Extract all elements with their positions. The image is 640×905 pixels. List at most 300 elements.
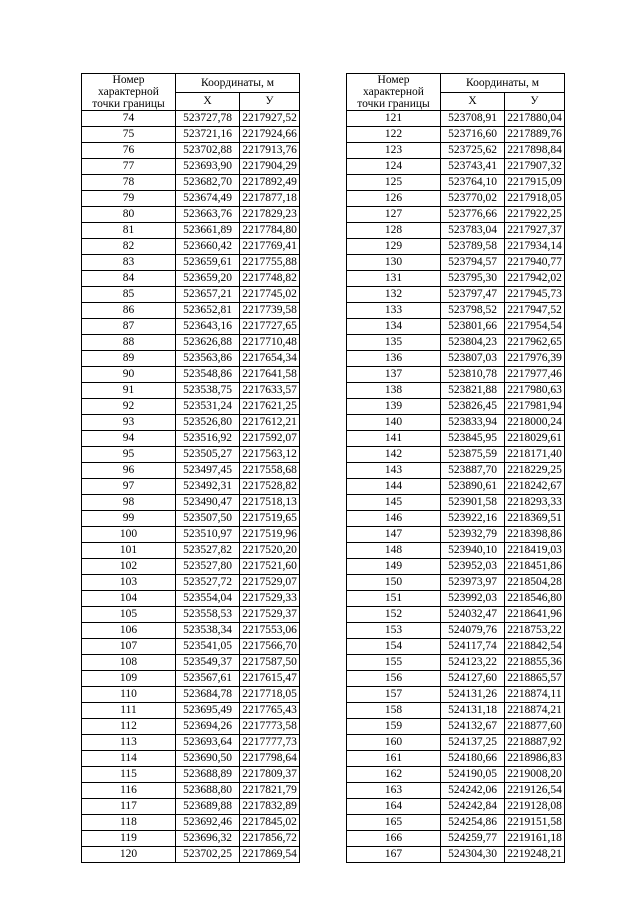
header-point-number-line2: характерной xyxy=(363,86,424,98)
y-coordinate-cell: 2218029,61 xyxy=(505,431,565,447)
x-coordinate-cell: 523490,47 xyxy=(176,495,240,511)
table-row xyxy=(347,143,565,159)
x-coordinate-cell: 523727,78 xyxy=(176,111,240,127)
point-number-cell: 137 xyxy=(347,367,441,383)
point-number-cell: 107 xyxy=(82,639,176,655)
point-number-cell: 80 xyxy=(82,207,176,223)
x-coordinate-cell: 524254,86 xyxy=(441,815,505,831)
point-number-cell: 91 xyxy=(82,383,176,399)
table-row xyxy=(82,399,300,415)
y-coordinate-cell: 2217773,58 xyxy=(240,719,300,735)
x-coordinate-cell: 523764,10 xyxy=(441,175,505,191)
y-coordinate-cell: 2217765,43 xyxy=(240,703,300,719)
y-coordinate-cell: 2217927,52 xyxy=(240,111,300,127)
y-coordinate-cell: 2219161,18 xyxy=(505,831,565,847)
x-coordinate-cell: 523695,49 xyxy=(176,703,240,719)
table-row xyxy=(82,239,300,255)
y-coordinate-cell: 2217529,37 xyxy=(240,607,300,623)
table-row xyxy=(82,575,300,591)
point-number-cell: 167 xyxy=(347,847,441,863)
y-coordinate-cell: 2218171,40 xyxy=(505,447,565,463)
y-coordinate-cell: 2217821,79 xyxy=(240,783,300,799)
x-coordinate-cell: 523663,76 xyxy=(176,207,240,223)
y-coordinate-cell: 2217962,65 xyxy=(505,335,565,351)
x-coordinate-cell: 524259,77 xyxy=(441,831,505,847)
y-coordinate-cell: 2217755,88 xyxy=(240,255,300,271)
table-row xyxy=(82,367,300,383)
y-coordinate-cell: 2217981,94 xyxy=(505,399,565,415)
y-coordinate-cell: 2218451,86 xyxy=(505,559,565,575)
table-row xyxy=(82,415,300,431)
table-row xyxy=(82,799,300,815)
table-body-left xyxy=(82,111,300,863)
point-number-cell: 110 xyxy=(82,687,176,703)
x-coordinate-cell: 523538,34 xyxy=(176,623,240,639)
y-coordinate-cell: 2217745,02 xyxy=(240,287,300,303)
point-number-cell: 102 xyxy=(82,559,176,575)
x-coordinate-cell: 523826,45 xyxy=(441,399,505,415)
y-coordinate-cell: 2217798,64 xyxy=(240,751,300,767)
y-coordinate-cell: 2217980,63 xyxy=(505,383,565,399)
x-coordinate-cell: 523659,20 xyxy=(176,271,240,287)
y-coordinate-cell: 2217748,82 xyxy=(240,271,300,287)
x-coordinate-cell: 523940,10 xyxy=(441,543,505,559)
table-row xyxy=(347,783,565,799)
x-coordinate-cell: 524079,76 xyxy=(441,623,505,639)
table-row xyxy=(347,543,565,559)
table-row xyxy=(347,607,565,623)
x-coordinate-cell: 523497,45 xyxy=(176,463,240,479)
x-coordinate-cell: 523992,03 xyxy=(441,591,505,607)
table-row xyxy=(82,271,300,287)
point-number-cell: 106 xyxy=(82,623,176,639)
point-number-cell: 129 xyxy=(347,239,441,255)
y-coordinate-cell: 2217566,70 xyxy=(240,639,300,655)
point-number-cell: 124 xyxy=(347,159,441,175)
x-coordinate-cell: 524132,67 xyxy=(441,719,505,735)
header-point-number xyxy=(82,74,176,111)
point-number-cell: 88 xyxy=(82,335,176,351)
y-coordinate-cell: 2217654,34 xyxy=(240,351,300,367)
table-row xyxy=(82,143,300,159)
point-number-cell: 163 xyxy=(347,783,441,799)
table-row xyxy=(347,431,565,447)
y-coordinate-cell: 2217829,23 xyxy=(240,207,300,223)
header-point-number-line3: точки границы xyxy=(92,98,165,110)
y-coordinate-cell: 2218842,54 xyxy=(505,639,565,655)
table-row xyxy=(82,383,300,399)
point-number-cell: 159 xyxy=(347,719,441,735)
y-coordinate-cell: 2217892,49 xyxy=(240,175,300,191)
x-coordinate-cell: 523932,79 xyxy=(441,527,505,543)
x-coordinate-cell: 523702,88 xyxy=(176,143,240,159)
point-number-cell: 123 xyxy=(347,143,441,159)
y-coordinate-cell: 2217769,41 xyxy=(240,239,300,255)
x-coordinate-cell: 523702,25 xyxy=(176,847,240,863)
x-coordinate-cell: 523833,94 xyxy=(441,415,505,431)
table-row xyxy=(82,831,300,847)
y-coordinate-cell: 2217520,20 xyxy=(240,543,300,559)
point-number-cell: 79 xyxy=(82,191,176,207)
x-coordinate-cell: 523783,04 xyxy=(441,223,505,239)
header-y: У xyxy=(240,92,300,111)
y-coordinate-cell: 2217518,13 xyxy=(240,495,300,511)
y-coordinate-cell: 2218242,67 xyxy=(505,479,565,495)
table-row xyxy=(347,383,565,399)
table-row xyxy=(82,111,300,127)
x-coordinate-cell: 523563,86 xyxy=(176,351,240,367)
point-number-cell: 77 xyxy=(82,159,176,175)
table-row xyxy=(82,767,300,783)
x-coordinate-cell: 523688,89 xyxy=(176,767,240,783)
point-number-cell: 82 xyxy=(82,239,176,255)
x-coordinate-cell: 523527,82 xyxy=(176,543,240,559)
x-coordinate-cell: 523743,41 xyxy=(441,159,505,175)
table-row xyxy=(82,223,300,239)
point-number-cell: 150 xyxy=(347,575,441,591)
point-number-cell: 141 xyxy=(347,431,441,447)
y-coordinate-cell: 2217592,07 xyxy=(240,431,300,447)
table-row xyxy=(347,751,565,767)
point-number-cell: 158 xyxy=(347,703,441,719)
table-row xyxy=(347,335,565,351)
table-row xyxy=(82,671,300,687)
y-coordinate-cell: 2217954,54 xyxy=(505,319,565,335)
table-row xyxy=(347,463,565,479)
point-number-cell: 75 xyxy=(82,127,176,143)
y-coordinate-cell: 2218877,60 xyxy=(505,719,565,735)
table-row xyxy=(82,207,300,223)
y-coordinate-cell: 2218000,24 xyxy=(505,415,565,431)
y-coordinate-cell: 2217856,72 xyxy=(240,831,300,847)
header-coordinates: Координаты, м xyxy=(441,74,565,93)
point-number-cell: 81 xyxy=(82,223,176,239)
table-row xyxy=(347,767,565,783)
point-number-cell: 153 xyxy=(347,623,441,639)
header-point-number-line3: точки границы xyxy=(357,98,430,110)
y-coordinate-cell: 2217922,25 xyxy=(505,207,565,223)
x-coordinate-cell: 523554,04 xyxy=(176,591,240,607)
x-coordinate-cell: 523684,78 xyxy=(176,687,240,703)
table-row xyxy=(347,623,565,639)
point-number-cell: 136 xyxy=(347,351,441,367)
x-coordinate-cell: 523721,16 xyxy=(176,127,240,143)
point-number-cell: 147 xyxy=(347,527,441,543)
point-number-cell: 93 xyxy=(82,415,176,431)
point-number-cell: 105 xyxy=(82,607,176,623)
x-coordinate-cell: 523770,02 xyxy=(441,191,505,207)
table-row xyxy=(82,159,300,175)
x-coordinate-cell: 523807,03 xyxy=(441,351,505,367)
header-point-number-line2: характерной xyxy=(98,86,159,98)
point-number-cell: 146 xyxy=(347,511,441,527)
x-coordinate-cell: 524117,74 xyxy=(441,639,505,655)
x-coordinate-cell: 523694,26 xyxy=(176,719,240,735)
point-number-cell: 156 xyxy=(347,671,441,687)
table-row xyxy=(82,303,300,319)
point-number-cell: 89 xyxy=(82,351,176,367)
x-coordinate-cell: 523776,66 xyxy=(441,207,505,223)
table-row xyxy=(347,271,565,287)
point-number-cell: 97 xyxy=(82,479,176,495)
table-row xyxy=(82,543,300,559)
table-row xyxy=(82,559,300,575)
x-coordinate-cell: 523660,42 xyxy=(176,239,240,255)
table-row xyxy=(347,447,565,463)
table-row xyxy=(82,607,300,623)
y-coordinate-cell: 2217612,21 xyxy=(240,415,300,431)
table-row xyxy=(82,511,300,527)
point-number-cell: 166 xyxy=(347,831,441,847)
table-row xyxy=(347,287,565,303)
table-row xyxy=(347,303,565,319)
header-y: У xyxy=(505,92,565,111)
table-row xyxy=(82,655,300,671)
y-coordinate-cell: 2217558,68 xyxy=(240,463,300,479)
table-row xyxy=(347,399,565,415)
x-coordinate-cell: 523725,62 xyxy=(441,143,505,159)
table-row xyxy=(347,847,565,863)
x-coordinate-cell: 523688,80 xyxy=(176,783,240,799)
y-coordinate-cell: 2217940,77 xyxy=(505,255,565,271)
y-coordinate-cell: 2219128,08 xyxy=(505,799,565,815)
point-number-cell: 151 xyxy=(347,591,441,607)
x-coordinate-cell: 523801,66 xyxy=(441,319,505,335)
header-coordinates: Координаты, м xyxy=(176,74,300,93)
table-row xyxy=(82,319,300,335)
x-coordinate-cell: 523541,05 xyxy=(176,639,240,655)
x-coordinate-cell: 524123,22 xyxy=(441,655,505,671)
y-coordinate-cell: 2218229,25 xyxy=(505,463,565,479)
x-coordinate-cell: 523708,91 xyxy=(441,111,505,127)
point-number-cell: 165 xyxy=(347,815,441,831)
x-coordinate-cell: 524127,60 xyxy=(441,671,505,687)
point-number-cell: 74 xyxy=(82,111,176,127)
x-coordinate-cell: 523810,78 xyxy=(441,367,505,383)
y-coordinate-cell: 2217977,46 xyxy=(505,367,565,383)
table-row xyxy=(347,111,565,127)
x-coordinate-cell: 523795,30 xyxy=(441,271,505,287)
x-coordinate-cell: 523794,57 xyxy=(441,255,505,271)
point-number-cell: 121 xyxy=(347,111,441,127)
point-number-cell: 87 xyxy=(82,319,176,335)
y-coordinate-cell: 2217945,73 xyxy=(505,287,565,303)
point-number-cell: 122 xyxy=(347,127,441,143)
table-row xyxy=(82,127,300,143)
table-row xyxy=(347,127,565,143)
table-row xyxy=(82,191,300,207)
point-number-cell: 143 xyxy=(347,463,441,479)
point-number-cell: 155 xyxy=(347,655,441,671)
y-coordinate-cell: 2217869,54 xyxy=(240,847,300,863)
y-coordinate-cell: 2217521,60 xyxy=(240,559,300,575)
table-row xyxy=(82,719,300,735)
x-coordinate-cell: 523973,97 xyxy=(441,575,505,591)
y-coordinate-cell: 2218986,83 xyxy=(505,751,565,767)
x-coordinate-cell: 523789,58 xyxy=(441,239,505,255)
x-coordinate-cell: 524242,84 xyxy=(441,799,505,815)
x-coordinate-cell: 523696,32 xyxy=(176,831,240,847)
x-coordinate-cell: 523690,50 xyxy=(176,751,240,767)
table-row xyxy=(347,479,565,495)
y-coordinate-cell: 2218504,28 xyxy=(505,575,565,591)
table-row xyxy=(82,447,300,463)
x-coordinate-cell: 523657,21 xyxy=(176,287,240,303)
x-coordinate-cell: 523661,89 xyxy=(176,223,240,239)
y-coordinate-cell: 2217777,73 xyxy=(240,735,300,751)
point-number-cell: 109 xyxy=(82,671,176,687)
table-row xyxy=(82,591,300,607)
y-coordinate-cell: 2217553,06 xyxy=(240,623,300,639)
point-number-cell: 112 xyxy=(82,719,176,735)
y-coordinate-cell: 2217904,29 xyxy=(240,159,300,175)
y-coordinate-cell: 2218865,57 xyxy=(505,671,565,687)
point-number-cell: 100 xyxy=(82,527,176,543)
point-number-cell: 152 xyxy=(347,607,441,623)
point-number-cell: 119 xyxy=(82,831,176,847)
y-coordinate-cell: 2217898,84 xyxy=(505,143,565,159)
point-number-cell: 144 xyxy=(347,479,441,495)
point-number-cell: 131 xyxy=(347,271,441,287)
y-coordinate-cell: 2218369,51 xyxy=(505,511,565,527)
y-coordinate-cell: 2217587,50 xyxy=(240,655,300,671)
y-coordinate-cell: 2218874,11 xyxy=(505,687,565,703)
table-row xyxy=(347,511,565,527)
x-coordinate-cell: 523692,46 xyxy=(176,815,240,831)
x-coordinate-cell: 524304,30 xyxy=(441,847,505,863)
point-number-cell: 120 xyxy=(82,847,176,863)
table-row xyxy=(347,559,565,575)
x-coordinate-cell: 524180,66 xyxy=(441,751,505,767)
point-number-cell: 83 xyxy=(82,255,176,271)
table-row xyxy=(82,639,300,655)
header-x: X xyxy=(441,92,505,111)
point-number-cell: 126 xyxy=(347,191,441,207)
y-coordinate-cell: 2217710,48 xyxy=(240,335,300,351)
y-coordinate-cell: 2218293,33 xyxy=(505,495,565,511)
y-coordinate-cell: 2218641,96 xyxy=(505,607,565,623)
table-row xyxy=(82,527,300,543)
table-row xyxy=(347,255,565,271)
table-row xyxy=(347,831,565,847)
y-coordinate-cell: 2217880,04 xyxy=(505,111,565,127)
point-number-cell: 86 xyxy=(82,303,176,319)
y-coordinate-cell: 2218398,86 xyxy=(505,527,565,543)
point-number-cell: 113 xyxy=(82,735,176,751)
y-coordinate-cell: 2219151,58 xyxy=(505,815,565,831)
point-number-cell: 104 xyxy=(82,591,176,607)
table-row xyxy=(82,495,300,511)
point-number-cell: 162 xyxy=(347,767,441,783)
y-coordinate-cell: 2217528,82 xyxy=(240,479,300,495)
x-coordinate-cell: 523538,75 xyxy=(176,383,240,399)
table-row xyxy=(347,799,565,815)
table-row xyxy=(347,655,565,671)
table-row xyxy=(82,783,300,799)
point-number-cell: 98 xyxy=(82,495,176,511)
x-coordinate-cell: 523507,50 xyxy=(176,511,240,527)
x-coordinate-cell: 523890,61 xyxy=(441,479,505,495)
x-coordinate-cell: 523804,23 xyxy=(441,335,505,351)
point-number-cell: 115 xyxy=(82,767,176,783)
x-coordinate-cell: 524190,05 xyxy=(441,767,505,783)
point-number-cell: 117 xyxy=(82,799,176,815)
y-coordinate-cell: 2217915,09 xyxy=(505,175,565,191)
point-number-cell: 116 xyxy=(82,783,176,799)
header-point-number xyxy=(347,74,441,111)
point-number-cell: 84 xyxy=(82,271,176,287)
x-coordinate-cell: 523527,72 xyxy=(176,575,240,591)
y-coordinate-cell: 2218855,36 xyxy=(505,655,565,671)
y-coordinate-cell: 2217927,37 xyxy=(505,223,565,239)
table-row xyxy=(82,751,300,767)
y-coordinate-cell: 2217784,80 xyxy=(240,223,300,239)
point-number-cell: 90 xyxy=(82,367,176,383)
point-number-cell: 127 xyxy=(347,207,441,223)
coordinates-table-right xyxy=(346,73,565,863)
table-row xyxy=(347,527,565,543)
point-number-cell: 142 xyxy=(347,447,441,463)
table-row xyxy=(347,703,565,719)
point-number-cell: 103 xyxy=(82,575,176,591)
x-coordinate-cell: 523492,31 xyxy=(176,479,240,495)
point-number-cell: 96 xyxy=(82,463,176,479)
table-row xyxy=(82,479,300,495)
x-coordinate-cell: 523567,61 xyxy=(176,671,240,687)
x-coordinate-cell: 523652,81 xyxy=(176,303,240,319)
table-row xyxy=(82,703,300,719)
table-body-right xyxy=(347,111,565,863)
point-number-cell: 114 xyxy=(82,751,176,767)
x-coordinate-cell: 523526,80 xyxy=(176,415,240,431)
table-row xyxy=(82,287,300,303)
point-number-cell: 108 xyxy=(82,655,176,671)
x-coordinate-cell: 523682,70 xyxy=(176,175,240,191)
table-row xyxy=(82,255,300,271)
point-number-cell: 76 xyxy=(82,143,176,159)
x-coordinate-cell: 523716,60 xyxy=(441,127,505,143)
table-row xyxy=(82,463,300,479)
x-coordinate-cell: 523901,58 xyxy=(441,495,505,511)
x-coordinate-cell: 524242,06 xyxy=(441,783,505,799)
x-coordinate-cell: 523674,49 xyxy=(176,191,240,207)
x-coordinate-cell: 523527,80 xyxy=(176,559,240,575)
point-number-cell: 95 xyxy=(82,447,176,463)
y-coordinate-cell: 2217727,65 xyxy=(240,319,300,335)
table-row xyxy=(82,847,300,863)
point-number-cell: 139 xyxy=(347,399,441,415)
y-coordinate-cell: 2217918,05 xyxy=(505,191,565,207)
x-coordinate-cell: 523531,24 xyxy=(176,399,240,415)
y-coordinate-cell: 2217934,14 xyxy=(505,239,565,255)
table-row xyxy=(347,223,565,239)
table-row xyxy=(82,431,300,447)
point-number-cell: 164 xyxy=(347,799,441,815)
point-number-cell: 94 xyxy=(82,431,176,447)
x-coordinate-cell: 523887,70 xyxy=(441,463,505,479)
y-coordinate-cell: 2217621,25 xyxy=(240,399,300,415)
y-coordinate-cell: 2218887,92 xyxy=(505,735,565,751)
table-row xyxy=(347,351,565,367)
point-number-cell: 85 xyxy=(82,287,176,303)
x-coordinate-cell: 524032,47 xyxy=(441,607,505,623)
point-number-cell: 128 xyxy=(347,223,441,239)
table-row xyxy=(347,719,565,735)
table-row xyxy=(347,575,565,591)
x-coordinate-cell: 523922,16 xyxy=(441,511,505,527)
table-row xyxy=(347,591,565,607)
table-row xyxy=(347,815,565,831)
